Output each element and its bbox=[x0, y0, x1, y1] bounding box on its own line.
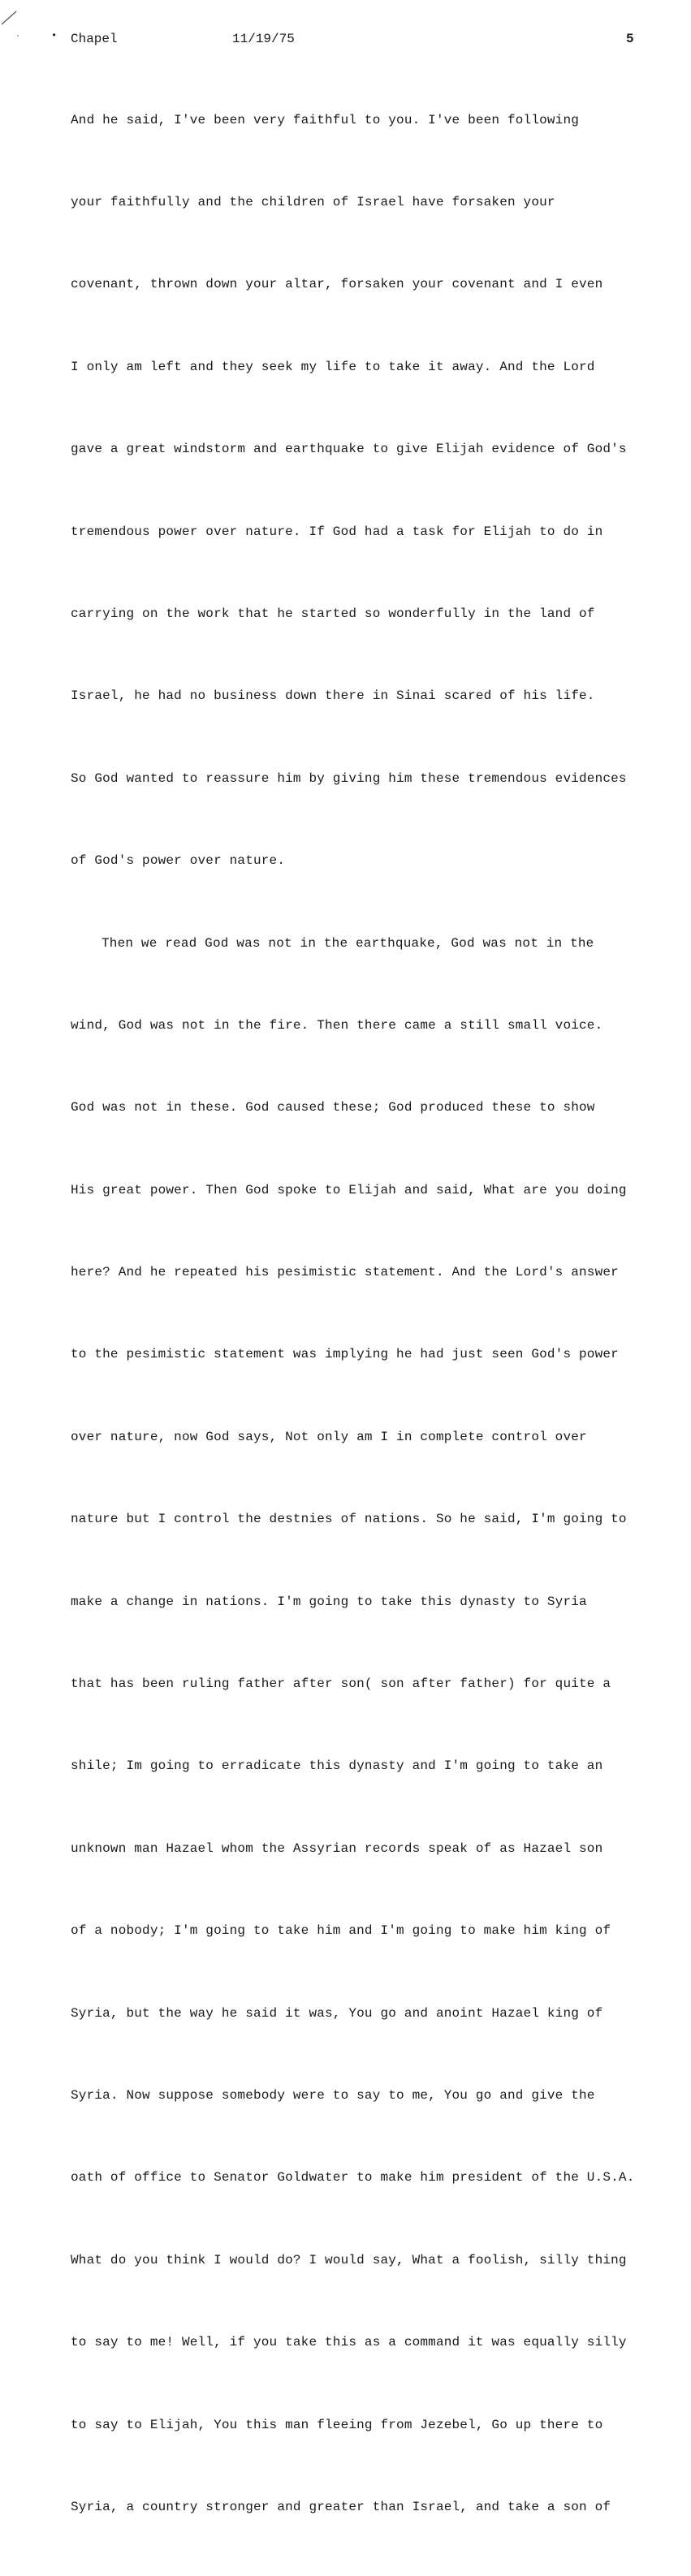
text-line: unknown man Hazael whom the Assyrian records speak of as Hazael son bbox=[71, 1840, 603, 1856]
text-line: of God's power over nature. bbox=[71, 853, 286, 869]
text-line: of a nobody; I'm going to take him and I'm going to make him king of bbox=[71, 1923, 611, 1939]
text-line: What do you think I would do? I would say, What a foolish, silly thing bbox=[71, 2252, 627, 2267]
text-line: that has been ruling father after son( son after father) for quite a bbox=[71, 1676, 611, 1692]
text-line: carrying on the work that he started so wonderfully in the land of bbox=[71, 606, 595, 621]
text-line: to say to me! Well, if you take this as a command it was equally silly bbox=[71, 2335, 627, 2350]
text-line: Syria, a country stronger and greater than Israel, and take a son of bbox=[71, 2499, 611, 2514]
text-line: Syria, but the way he said it was, You go and anoint Hazael king of bbox=[71, 2005, 603, 2021]
text-line: So God wanted to reassure him by giving him these tremendous evidences bbox=[71, 770, 627, 786]
text-line: nature but I control the destnies of nations. So he said, I'm going to bbox=[71, 1512, 627, 1527]
text-line: wind, God was not in the fire. Then there came a still small voice. bbox=[71, 1017, 603, 1033]
header-label: Chapel bbox=[71, 32, 118, 46]
page-header bbox=[0, 29, 691, 49]
text-line: here? And he repeated his pesimistic statement. And the Lord's answer bbox=[71, 1265, 619, 1280]
text-line: shile; Im going to erradicate this dynasty and I'm going to take an bbox=[71, 1758, 603, 1774]
text-line: tremendous power over nature. If God had a task for Elijah to do in bbox=[71, 524, 603, 539]
text-line: And he said, I've been very faithful to you. I've been following bbox=[71, 112, 580, 127]
text-line: Syria. Now suppose somebody were to say to me, You go and give the bbox=[71, 2087, 595, 2103]
text-line: oath of office to Senator Goldwater to make him president of the U.S.A. bbox=[71, 2170, 635, 2186]
text-line: your faithfully and the children of Israel have forsaken your bbox=[71, 194, 555, 209]
page-number: 5 bbox=[626, 32, 634, 46]
header-date: 11/19/75 bbox=[232, 32, 295, 46]
text-line: to say to Elijah, You this man fleeing from Jezebel, Go up there to bbox=[71, 2417, 603, 2432]
text-line: His great power. Then God spoke to Elijah and said, What are you doing bbox=[71, 1182, 627, 1197]
text-line: covenant, thrown down your altar, forsaken your covenant and I even bbox=[71, 277, 603, 292]
text-line: make a change in nations. I'm going to take this dynasty to Syria bbox=[71, 1594, 587, 1609]
text-line: Israel, he had no business down there in Sinai scared of his life. bbox=[71, 688, 595, 704]
transcript-body bbox=[71, 52, 672, 2576]
stray-mark: • bbox=[51, 30, 58, 41]
text-line: I only am left and they seek my life to take it away. And the Lord bbox=[71, 359, 595, 374]
text-line: to the pesimistic statement was implying he had just seen God's power bbox=[71, 1347, 619, 1362]
text-line: over nature, now God says, Not only am I in complete control over bbox=[71, 1429, 587, 1444]
text-line: Then we read God was not in the earthquake, God was not in the bbox=[101, 935, 594, 951]
text-line: God was not in these. God caused these; God produced these to show bbox=[71, 1100, 595, 1115]
text-line: gave a great windstorm and earthquake to give Elijah evidence of God's bbox=[71, 442, 627, 457]
